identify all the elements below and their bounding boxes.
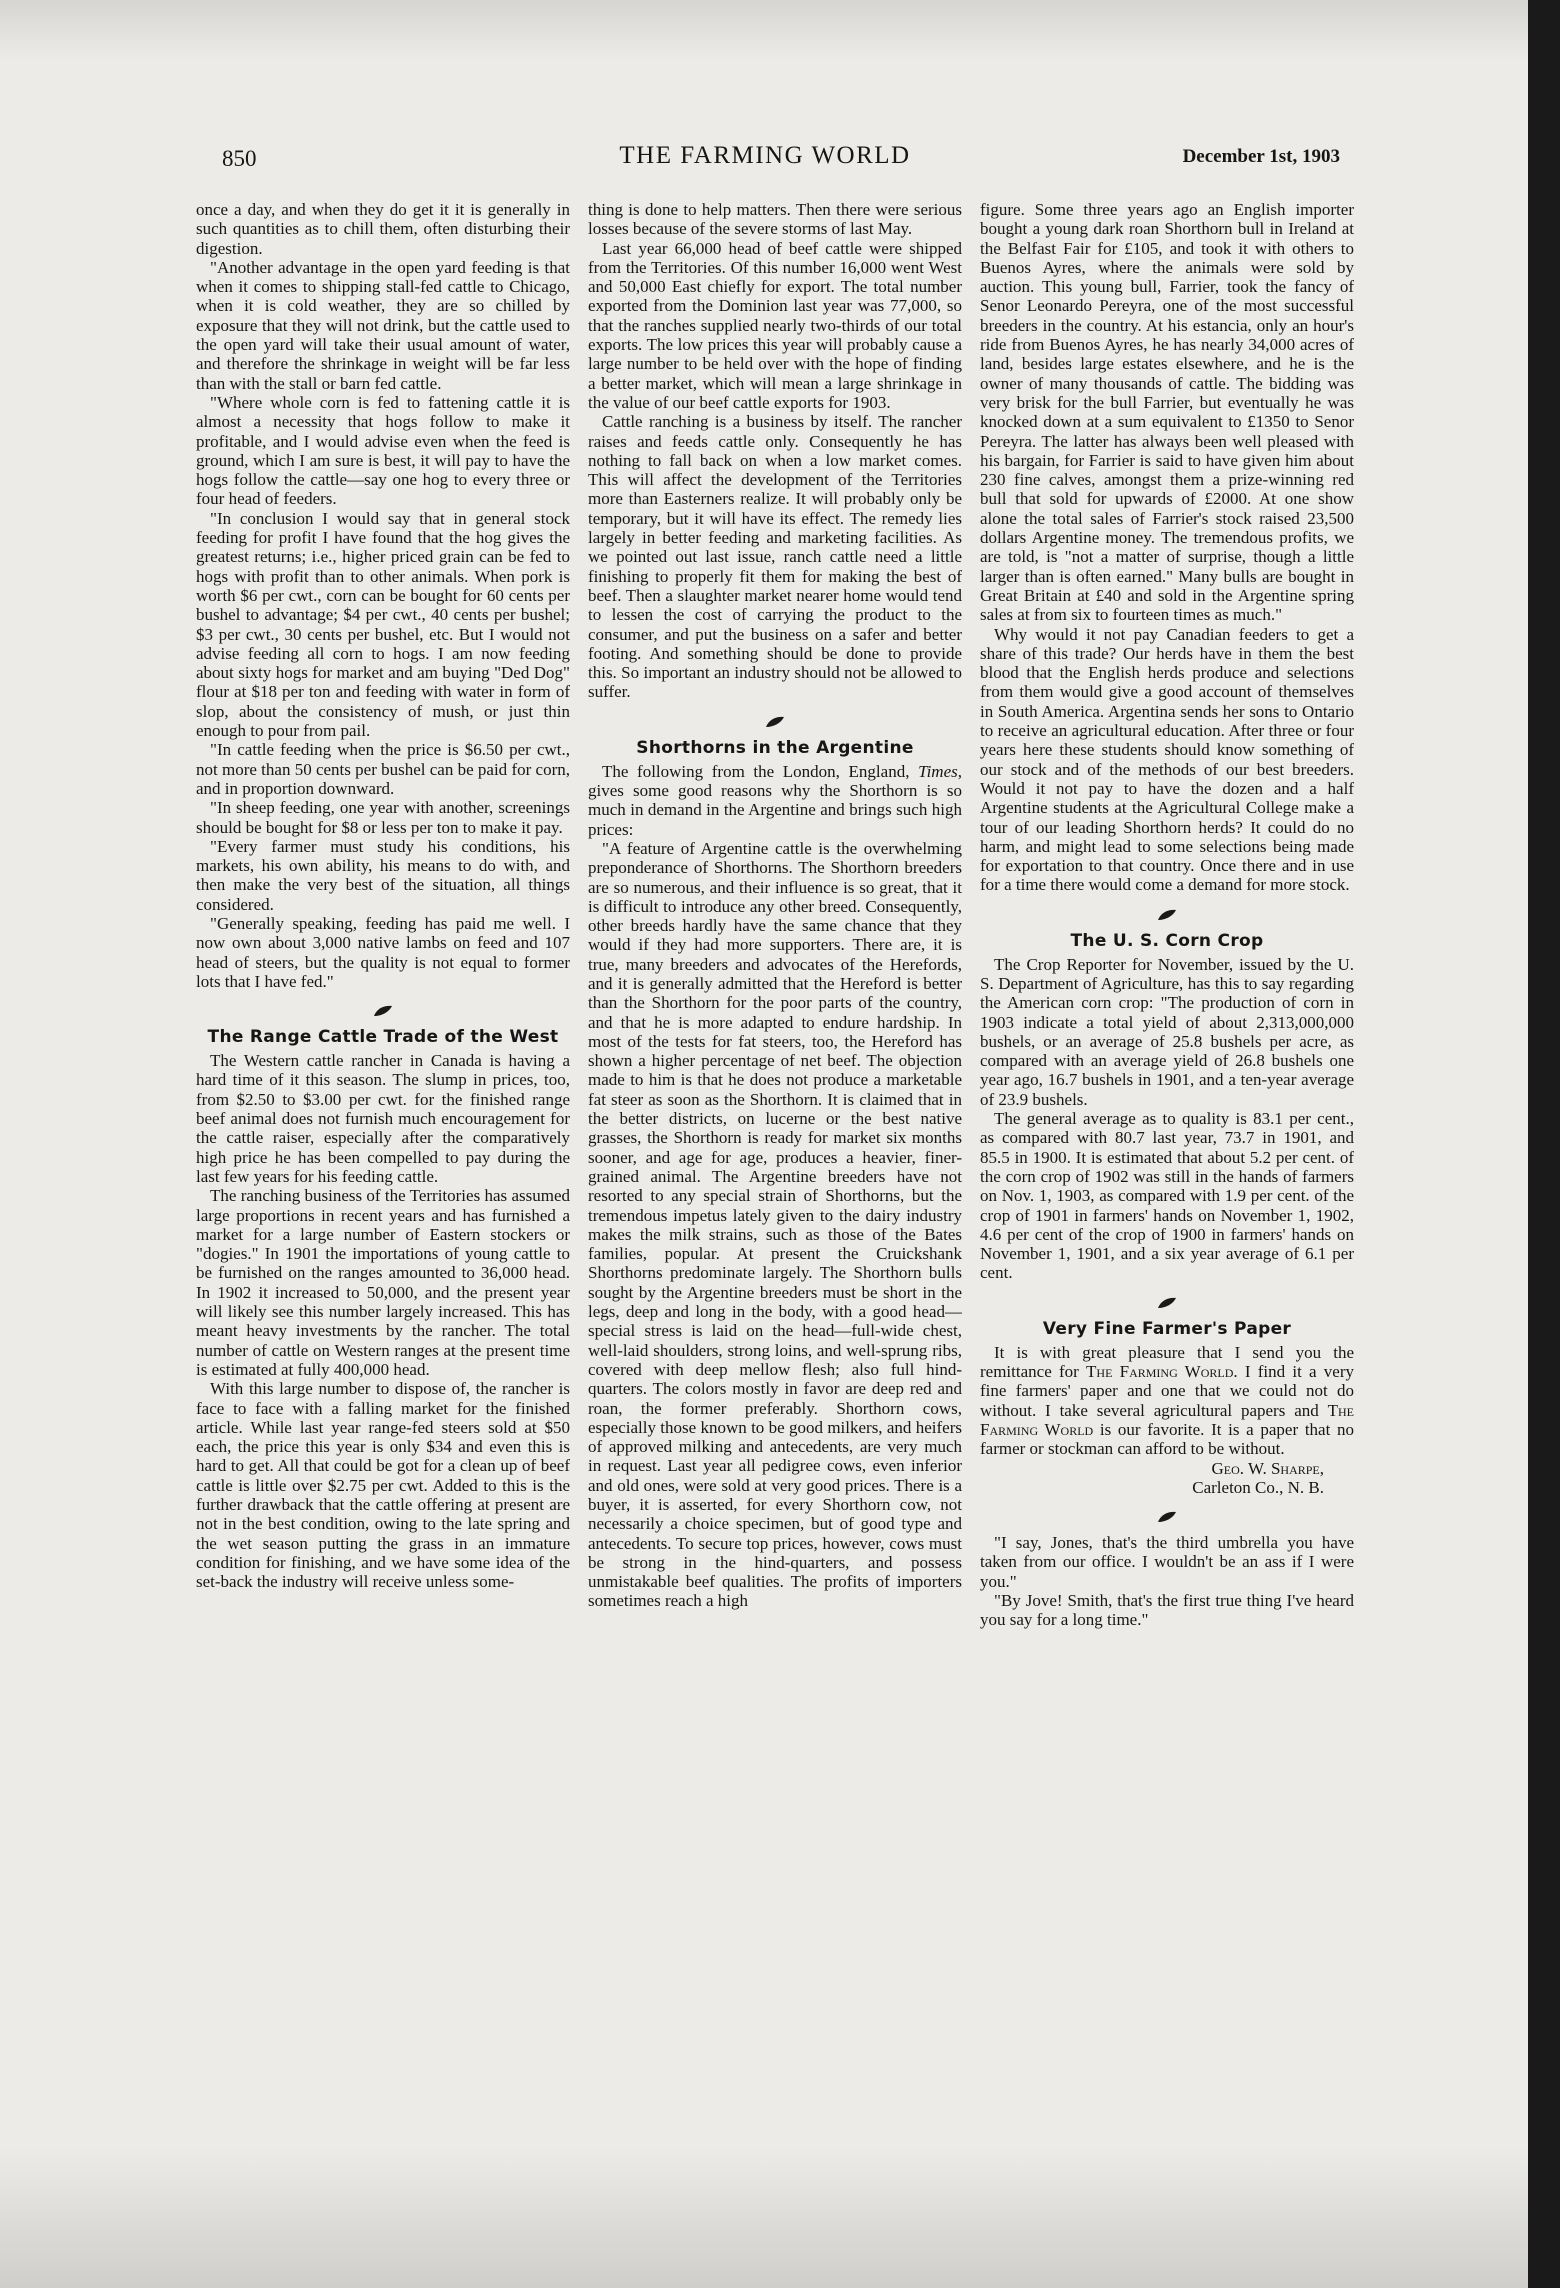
column-2 <box>588 200 962 2160</box>
paragraph: "Every farmer must study his conditions, his markets, his own ability, his means to do with, and then make the very best of the situation, all things considered. <box>196 836 570 914</box>
paragraph: thing is done to help matters. Then there were serious losses because of the severe storms of last May. <box>588 200 962 239</box>
paragraph: "In conclusion I would say that in general stock feeding for profit I have found that the hog gives the greatest returns; i.e., higher priced grain can be fed to hogs with profit than to other animals. When pork is worth $6 per cwt., corn can be bought for 60 cents per bushel to advantage; $4 per cwt., 40 cents per bushel; $3 per cwt., 30 cents per bushel, etc. But I would not advise feeding all corn to hogs. I am now feeding about sixty hogs for market and am buying "Ded Dog" flour at $18 per ton and feeding with water in form of slop, about the consistency of mush, or just thin enough to pour from pail. <box>196 508 570 741</box>
page-header <box>190 140 1340 180</box>
paragraph: "I say, Jones, that's the third umbrella you have taken from our office. I wouldn't be an ass if I were you." <box>980 1533 1354 1591</box>
paragraph: The general average as to quality is 83.1 per cent., as compared with 80.7 last year, 73.7 in 1901, and 85.5 in 1900. It is estimated that about 5.2 per cent. of the corn crop of 1902 was still in the hands of farmers on Nov. 1, 1903, as compared with 1.9 per cent. of the crop of 1901 in farmers' hands on November 1, 1902, 4.6 per cent of the crop of 1900 in farmers' hands on November 1, 1901, and a six year average of 6.1 per cent. <box>980 1109 1354 1283</box>
journal-name: The Farming World <box>980 1400 1354 1439</box>
paragraph: Cattle ranching is a business by itself. The rancher raises and feeds cattle only. Consequently he has nothing to fall back on when a low market comes. This will affect the development of the Territories more than Easterners realize. It will probably only be temporary, but it will have its effect. The remedy lies largely in better feeding and marketing facilities. As we pointed out last issue, ranch cattle need a little finishing to properly fit them for making the best of beef. Then a slaughter market nearer home would tend to lessen the cost of carrying the product to the consumer, and put the business on a safer and better footing. And something should be done to provide this. So important an industry should not be allowed to suffer. <box>588 412 962 702</box>
paragraph: "In sheep feeding, one year with another, screenings should be bought for $8 or less per ton to make it pay. <box>196 798 570 837</box>
article-heading: The Range Cattle Trade of the West <box>207 1027 559 1048</box>
journal-name: The Farming World <box>1086 1362 1234 1382</box>
paragraph: "Generally speaking, feeding has paid me well. I now own about 3,000 native lambs on feed and 107 head of steers, but the quality is not equal to former lots that I have fed." <box>196 913 570 991</box>
paragraph: Why would it not pay Canadian feeders to get a share of this trade? Our herds have in them the best blood that the English herds produce and selections from them would give a good account of themselves in South America. Argentina sends her sons to Ontario to receive an agricultural education. After three or four years here these students should know something of our stock and of the methods of our best breeders. Would it not pay to have the dozen and a half Argentine students at the Agricultural College make a tour of our leading Shorthorn herds? It could do no harm, and might lead to some selections being made for exportation to that country. Once there and in use for a time there would come a demand for more stock. <box>980 624 1354 895</box>
leaf-ornament-icon <box>196 1005 570 1019</box>
column-1 <box>196 200 570 2160</box>
paragraph: "In cattle feeding when the price is $6.50 per cwt., not more than 50 cents per bushel can be paid for corn, and in proportion downward. <box>196 740 570 798</box>
paragraph: Last year 66,000 head of beef cattle were shipped from the Territories. Of this number 16,000 went West and 50,000 East chiefly for export. The total number exported from the Dominion last year was 77,000, so that the ranches supplied nearly two-thirds of our total exports. The low prices this year will probably cause a large number to be held over with the hope of finding a better market, which will mean a large shrinkage in the value of our beef cattle exports for 1903. <box>588 238 962 412</box>
leaf-ornament-icon <box>980 1511 1354 1525</box>
paragraph: The Western cattle rancher in Canada is having a hard time of it this season. The slump in prices, too, from $2.50 to $3.00 per cwt. for the finished range beef animal does not furnish much encouragement for the cattle raiser, especially after the comparatively high price he has been compelled to pay during the last few years for his feeding cattle. <box>196 1051 570 1186</box>
newspaper-name: Times <box>918 761 958 781</box>
journal-title: THE FARMING WORLD <box>619 142 911 169</box>
leaf-ornament-icon <box>980 1297 1354 1311</box>
scan-edge <box>1528 0 1560 2288</box>
leaf-ornament-icon <box>980 909 1354 923</box>
paragraph: It is with great pleasure that I send you the remittance for The Farming World. I find it a very fine farmers' paper and one that we could not do without. I take several agricultural papers and The Farming World is our favorite. It is a paper that no farmer or stockman can afford to be without. <box>980 1342 1354 1459</box>
article-heading: The U. S. Corn Crop <box>1070 930 1264 951</box>
signature-name: Geo. W. Sharpe, <box>1211 1458 1324 1478</box>
paragraph: figure. Some three years ago an English importer bought a young dark roan Shorthorn bull in Ireland at the Belfast Fair for £105, and took it with others to Buenos Ayres, where the animals were sold by auction. This young bull, Farrier, took the fancy of Senor Leonardo Pereyra, one of the most successful breeders in the country. At his estancia, only an hour's ride from Buenos Ayres, he has nearly 34,000 acres of land, besides large estates elsewhere, and he is the owner of many thousands of cattle. The bidding was very brisk for the bull Farrier, but eventually he was knocked down at a sum equivalent to £1350 to Senor Pereyra. The latter has always been well pleased with his bargain, for Farrier is said to have given him about 230 fine calves, amongst them a prize-winning red bull that sold for upwards of £2000. At one show alone the total sales of Farrier's stock raised 23,500 dollars Argentine money. The tremendous profits, we are told, is "not a matter of surprise, though a little larger than is often earned." Many bulls are bought in Great Britain at £40 and sold in the Argentine spring sales at from six to fourteen times as much." <box>980 200 1354 625</box>
issue-date: December 1st, 1903 <box>1182 146 1340 167</box>
paragraph: "By Jove! Smith, that's the first true thing I've heard you say for a long time." <box>980 1591 1354 1630</box>
paragraph: The ranching business of the Territories has assumed large proportions in recent years and has furnished a market for a large number of Eastern stockers or "dogies." In 1901 the importations of young cattle to be furnished on the ranges amounted to 36,000 head. In 1902 it increased to 50,000, and the present year will likely see this number largely increased. This has meant heavy investments by the rancher. The total number of cattle on Western ranges at the present time is estimated at fully 400,000 head. <box>196 1186 570 1379</box>
paragraph: "Where whole corn is fed to fattening cattle it is almost a necessity that hogs follow to make it profitable, and I would advise even when the feed is ground, which I am sure is best, it will pay to have the hogs follow the cattle—say one hog to every three or four head of feeders. <box>196 392 570 509</box>
signature-place: Carleton Co., N. B. <box>1192 1477 1324 1497</box>
paragraph: With this large number to dispose of, the rancher is face to face with a falling market for the finished article. While last year range-fed steers sold at $50 each, the price this year is only $34 and even this is hard to get. All that could be got for a clean up of beef cattle is little over $2.75 per cwt. Added to this is the further drawback that the cattle offering at present are not in the best condition, owing to the late spring and the wet season putting the grass in an immature condition for finishing, and we have some idea of the set-back the industry will receive unless some- <box>196 1379 570 1592</box>
article-heading: Shorthorns in the Argentine <box>636 737 914 758</box>
paragraph: "A feature of Argentine cattle is the overwhelming preponderance of Shorthorns. The Shorthorn breeders are so numerous, and their influence is so great, that it is difficult to introduce any other breed. Consequently, other breeds hardly have the same chance that they would if they had more supporters. There are, it is true, many breeders and advocates of the Herefords, and it is generally admitted that the Hereford is better than the Shorthorn for the poor parts of the country, and that he is more adapted to endure hardship. In most of the tests for fat steers, too, the Hereford has shown a higher percentage of net beef. The objection made to him is that he does not produce a marketable fat steer as soon as the Shorthorn. It is claimed that in the better districts, on lucerne or the best native grasses, the Shorthorn is ready for market six months sooner, and age for age, produces a heavier, finer-grained animal. The Argentine breeders have not resorted to any special strain of Shorthorns, but the tremendous impetus lately given to the dairy industry makes the milk strains, such as those of the Bates families, popular. At present the Cruickshank Shorthorns predominate largely. The Shorthorn bulls sought by the Argentine breeders must be short in the legs, deep and long in the body, with a good head—special stress is laid on the head—full-wide chest, well-laid shoulders, strong loins, and well-sprung ribs, covered with deep mellow flesh; also full hind-quarters. The colors mostly in favor are deep red and roan, the former preferably. Shorthorn cows, especially those known to be good milkers, and heifers of approved milking and antecedents, are very much in request. Last year all pedigree cows, even inferior and old ones, were sold at very good prices. There is a buyer, it is asserted, for every Shorthorn cow, not necessarily a choice specimen, but of good type and antecedents. To secure top prices, however, cows must be strong in the hind-quarters, and possess unmistakable beef qualities. The profits of importers sometimes reach a high <box>588 838 962 1611</box>
page-number: 850 <box>222 146 257 171</box>
column-3 <box>980 200 1354 2160</box>
leaf-ornament-icon <box>588 716 962 730</box>
article-heading: Very Fine Farmer's Paper <box>1042 1318 1292 1339</box>
paragraph: The Crop Reporter for November, issued by the U. S. Department of Agriculture, has this to say regarding the American corn crop: "The production of corn in 1903 indicate a total yield of about 2,313,000,000 bushels, or an average of 25.8 bushels per acre, as compared with an average yield of 26.8 bushels one year ago, 16.7 bushels in 1901, and a ten-year average of 23.9 bushels. <box>980 954 1354 1109</box>
paragraph: "Another advantage in the open yard feeding is that when it comes to shipping stall-fed cattle to Chicago, when it is cold weather, they are so chilled by exposure that they will not drink, but the cattle used to the open yard will take their usual amount of water, and therefore the shrinkage in weight will be far less than with the stall or barn fed cattle. <box>196 257 570 393</box>
paragraph: The following from the London, England, Times, gives some good reasons why the Shorthorn is so much in demand in the Argentine and brings such high prices: <box>588 761 962 839</box>
paragraph: once a day, and when they do get it it is generally in such quantities as to chill them, often disturbing their digestion. <box>196 200 570 258</box>
letter-signature <box>980 1459 1354 1498</box>
